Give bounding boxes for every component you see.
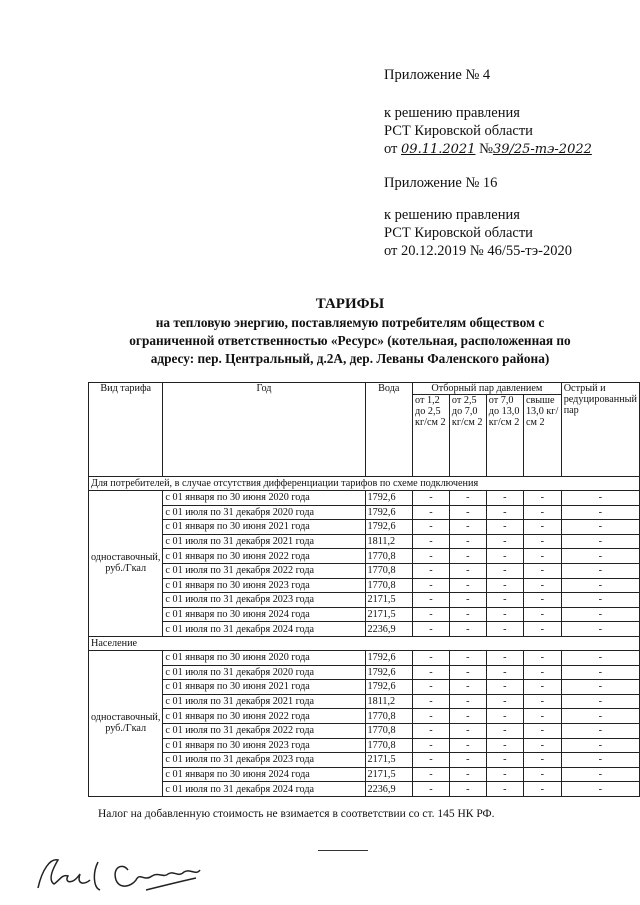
decision2-line-2: РСТ Кировской области [384,225,533,241]
period-cell: с 01 июля по 31 декабря 2023 года [163,753,365,768]
water-value-cell: 1792,6 [365,650,413,665]
table-row [89,650,640,665]
header-steam: Отборный пар давлением [413,383,562,395]
dash-cell: - [486,549,523,564]
water-value-cell: 1792,6 [365,505,413,520]
dash-cell: - [523,694,561,709]
period-cell: с 01 июля по 31 декабря 2021 года [163,694,365,709]
handwritten-number: 39/25-тэ-2022 [492,142,592,157]
water-value-cell: 1770,8 [365,738,413,753]
dash-cell: - [486,607,523,622]
dash-cell: - [413,767,450,782]
dash-cell: - [449,723,486,738]
period-cell: с 01 июля по 31 декабря 2021 года [163,534,365,549]
period-cell: с 01 января по 30 июня 2021 года [163,680,365,695]
dash-cell: - [486,680,523,695]
table-row [89,767,640,782]
dash-cell: - [486,622,523,637]
water-value-cell: 2171,5 [365,593,413,608]
dash-cell: - [523,709,561,724]
header-pressure-3: от 7,0 до 13,0 кг/см 2 [486,395,523,477]
water-value-cell: 1770,8 [365,549,413,564]
dash-cell: - [486,578,523,593]
dash-cell: - [523,578,561,593]
dash-cell: - [413,563,450,578]
dash-cell: - [561,505,639,520]
table-row [89,723,640,738]
dash-cell: - [523,680,561,695]
dash-cell: - [413,607,450,622]
dash-cell: - [523,738,561,753]
dash-cell: - [413,593,450,608]
dash-cell: - [413,709,450,724]
appendix-number: Приложение № 4 [384,67,491,83]
table-row [89,549,640,564]
header-year: Год [163,383,365,477]
dash-cell: - [561,753,639,768]
dash-cell: - [449,738,486,753]
dash-cell: - [449,607,486,622]
period-cell: с 01 июля по 31 декабря 2024 года [163,782,365,797]
dash-cell: - [561,549,639,564]
number-prefix: № [479,141,493,157]
dash-cell: - [561,622,639,637]
table-row [89,709,640,724]
dash-cell: - [561,680,639,695]
dash-cell: - [561,578,639,593]
group-population-rows [89,650,640,796]
table-row [89,534,640,549]
dash-cell: - [561,723,639,738]
table-row [89,491,640,506]
dash-cell: - [449,709,486,724]
water-value-cell: 1811,2 [365,694,413,709]
subtitle-line-3: адресу: пер. Центральный, д.2А, дер. Леваны Фаленского района) [150,351,550,366]
table-row [89,738,640,753]
group-title-population: Население [89,636,640,650]
tariff-type-cell: одноставочный, руб./Гкал [89,491,163,637]
period-cell: с 01 июля по 31 декабря 2024 года [163,622,365,637]
water-value-cell: 1770,8 [365,578,413,593]
dash-cell: - [449,593,486,608]
period-cell: с 01 июля по 31 декабря 2022 года [163,563,365,578]
dash-cell: - [449,534,486,549]
dash-cell: - [413,505,450,520]
dash-cell: - [413,723,450,738]
dash-cell: - [486,534,523,549]
period-cell: с 01 января по 30 июня 2024 года [163,607,365,622]
table-row [89,665,640,680]
decision2-line-3: от 20.12.2019 № 46/55-тэ-2020 [384,243,572,259]
dash-cell: - [449,782,486,797]
dash-cell: - [413,738,450,753]
table-row [89,520,640,535]
dash-cell: - [413,782,450,797]
subtitle-line-1: на тепловую энергию, поставляемую потребителям обществом с [155,315,545,330]
period-cell: с 01 января по 30 июня 2024 года [163,767,365,782]
period-cell: с 01 января по 30 июня 2022 года [163,709,365,724]
header-pressure-2: от 2,5 до 7,0 кг/см 2 [449,395,486,477]
dash-cell: - [449,680,486,695]
dash-cell: - [413,549,450,564]
dash-cell: - [523,607,561,622]
dash-cell: - [561,563,639,578]
group-title-consumers: Для потребителей, в случае отсутствия дифференциации тарифов по схеме подключения [89,477,640,491]
dash-cell: - [413,491,450,506]
dash-cell: - [449,767,486,782]
dash-cell: - [523,505,561,520]
dash-cell: - [523,767,561,782]
water-value-cell: 1770,8 [365,723,413,738]
dash-cell: - [523,723,561,738]
dash-cell: - [523,593,561,608]
dash-cell: - [561,767,639,782]
dash-cell: - [449,622,486,637]
dash-cell: - [486,563,523,578]
dash-cell: - [523,563,561,578]
period-cell: с 01 июля по 31 декабря 2020 года [163,665,365,680]
period-cell: с 01 июля по 31 декабря 2023 года [163,593,365,608]
dash-cell: - [523,650,561,665]
dash-cell: - [449,650,486,665]
group-consumers-rows [89,491,640,637]
dash-cell: - [486,520,523,535]
dash-cell: - [561,593,639,608]
table-row [89,680,640,695]
water-value-cell: 2171,5 [365,767,413,782]
water-value-cell: 1770,8 [365,709,413,724]
period-cell: с 01 июля по 31 декабря 2020 года [163,505,365,520]
tariff-table [88,382,640,797]
dash-cell: - [523,622,561,637]
decision-line-2: РСТ Кировской области [384,123,533,139]
dash-cell: - [449,520,486,535]
dash-cell: - [449,753,486,768]
dash-cell: - [413,753,450,768]
dash-cell: - [413,578,450,593]
dash-cell: - [561,520,639,535]
dash-cell: - [486,694,523,709]
dash-cell: - [523,491,561,506]
signature-line [318,850,368,851]
dash-cell: - [486,709,523,724]
water-value-cell: 1792,6 [365,680,413,695]
table-row [89,563,640,578]
water-value-cell: 1792,6 [365,520,413,535]
dash-cell: - [413,665,450,680]
dash-cell: - [449,549,486,564]
header-water: Вода [365,383,413,477]
document-title: ТАРИФЫ [315,296,385,312]
dash-cell: - [413,520,450,535]
water-value-cell: 1792,6 [365,665,413,680]
table-row [89,593,640,608]
dash-cell: - [561,650,639,665]
dash-cell: - [523,549,561,564]
dash-cell: - [486,782,523,797]
dash-cell: - [449,578,486,593]
dash-cell: - [486,723,523,738]
dash-cell: - [413,694,450,709]
table-row [89,607,640,622]
table-row [89,622,640,637]
dash-cell: - [561,709,639,724]
dash-cell: - [486,593,523,608]
dash-cell: - [486,665,523,680]
period-cell: с 01 января по 30 июня 2020 года [163,491,365,506]
decision-line-1: к решению правления [384,105,520,121]
water-value-cell: 1770,8 [365,563,413,578]
tariff-type-cell: одноставочный, руб./Гкал [89,650,163,796]
decision-reference-2 [384,206,572,260]
appendix-number-2: Приложение № 16 [384,175,498,191]
water-value-cell: 1811,2 [365,534,413,549]
dash-cell: - [449,505,486,520]
water-value-cell: 1792,6 [365,491,413,506]
dash-cell: - [449,563,486,578]
header-pressure-4: свыше 13,0 кг/см 2 [523,395,561,477]
dash-cell: - [523,753,561,768]
dash-cell: - [413,680,450,695]
dash-cell: - [561,607,639,622]
period-cell: с 01 января по 30 июня 2022 года [163,549,365,564]
dash-cell: - [486,650,523,665]
table-row [89,753,640,768]
table-row [89,782,640,797]
water-value-cell: 2171,5 [365,607,413,622]
dash-cell: - [486,491,523,506]
table-row [89,694,640,709]
dash-cell: - [561,534,639,549]
water-value-cell: 2236,9 [365,622,413,637]
from-prefix: от [384,141,398,157]
table-row [89,578,640,593]
dash-cell: - [449,665,486,680]
dash-cell: - [486,738,523,753]
water-value-cell: 2171,5 [365,753,413,768]
dash-cell: - [561,665,639,680]
document-subtitle [70,314,630,368]
period-cell: с 01 января по 30 июня 2020 года [163,650,365,665]
vat-note: Налог на добавленную стоимость не взимается в соответствии со ст. 145 НК РФ. [98,808,495,820]
dash-cell: - [523,534,561,549]
decision2-line-1: к решению правления [384,207,520,223]
dash-cell: - [523,520,561,535]
dash-cell: - [449,491,486,506]
header-sharp-steam: Острый и редуцированный пар [561,383,639,477]
dash-cell: - [561,491,639,506]
header-tariff-type: Вид тарифа [89,383,163,477]
period-cell: с 01 июля по 31 декабря 2022 года [163,723,365,738]
table-row [89,505,640,520]
dash-cell: - [523,782,561,797]
dash-cell: - [486,753,523,768]
decision-reference [384,104,592,159]
dash-cell: - [486,767,523,782]
dash-cell: - [561,738,639,753]
decision-line-3 [384,140,592,159]
handwritten-signature [28,850,218,898]
dash-cell: - [413,650,450,665]
dash-cell: - [523,665,561,680]
period-cell: с 01 января по 30 июня 2021 года [163,520,365,535]
period-cell: с 01 января по 30 июня 2023 года [163,738,365,753]
dash-cell: - [413,534,450,549]
water-value-cell: 2236,9 [365,782,413,797]
period-cell: с 01 января по 30 июня 2023 года [163,578,365,593]
dash-cell: - [449,694,486,709]
header-pressure-1: от 1,2 до 2,5 кг/см 2 [413,395,450,477]
dash-cell: - [561,782,639,797]
dash-cell: - [486,505,523,520]
handwritten-date: 09.11.2021 [401,142,476,157]
dash-cell: - [413,622,450,637]
subtitle-line-2: ограниченной ответственностью «Ресурс» (котельная, расположенная по [129,333,571,348]
dash-cell: - [561,694,639,709]
